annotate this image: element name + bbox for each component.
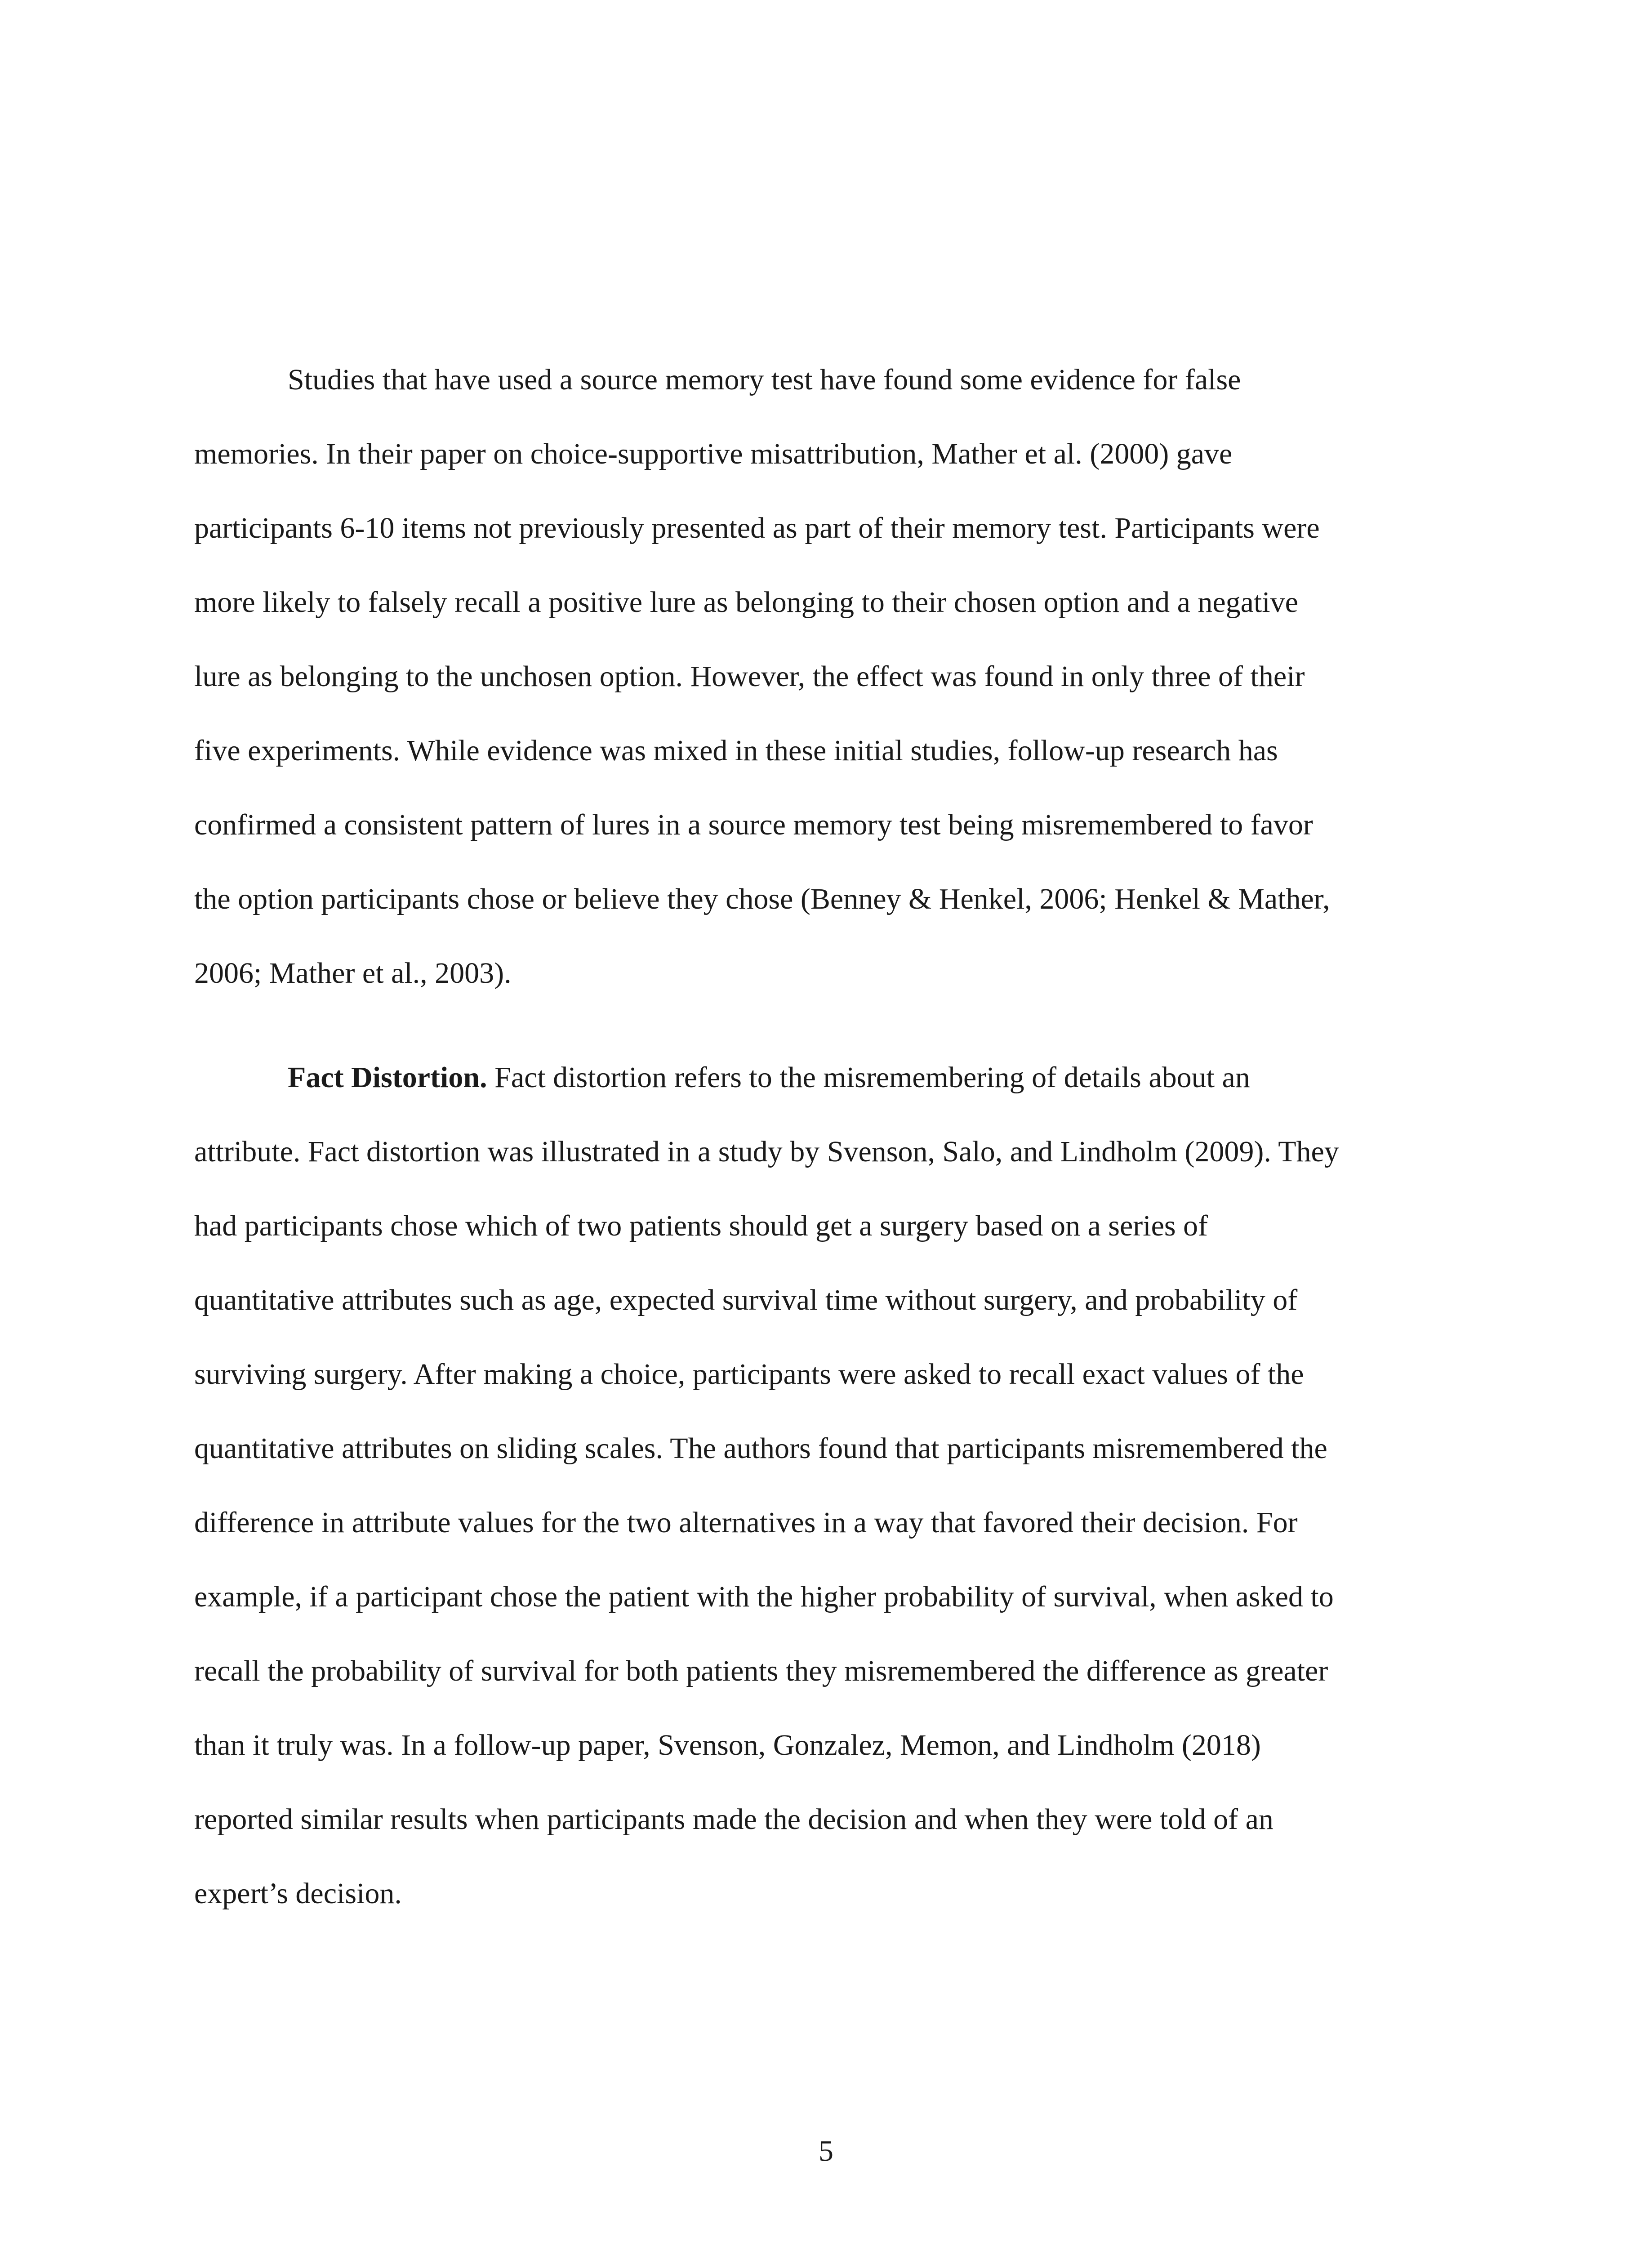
paragraph-line: had participants chose which of two patients should get a surgery based on a series of — [194, 1209, 1208, 1242]
paragraph-line: lure as belonging to the unchosen option. However, the effect was found in only three of their — [194, 660, 1305, 693]
paragraph-line: attribute. Fact distortion was illustrated in a study by Svenson, Salo, and Lindholm (2009). They — [194, 1135, 1339, 1168]
paragraph-line: participants 6-10 items not previously presented as part of their memory test. Participants were — [194, 512, 1320, 544]
paragraph-line: than it truly was. In a follow-up paper, Svenson, Gonzalez, Memon, and Lindholm (2018) — [194, 1729, 1261, 1762]
paragraph-line: quantitative attributes on sliding scales. The authors found that participants misremembered the — [194, 1432, 1327, 1465]
paragraph-line: surviving surgery. After making a choice, participants were asked to recall exact values of the — [194, 1358, 1304, 1391]
paragraph-line: difference in attribute values for the two alternatives in a way that favored their decision. For — [194, 1506, 1298, 1539]
paragraph-line: the option participants chose or believe they chose (Benney & Henkel, 2006; Henkel & Mather, — [194, 883, 1330, 915]
paragraph-line: example, if a participant chose the patient with the higher probability of survival, when asked to — [194, 1580, 1334, 1613]
paragraph-line: quantitative attributes such as age, expected survival time without surgery, and probability of — [194, 1284, 1298, 1316]
paragraph-line: five experiments. While evidence was mixed in these initial studies, follow-up research has — [194, 734, 1278, 767]
paragraph-line: memories. In their paper on choice-supportive misattribution, Mather et al. (2000) gave — [194, 437, 1233, 470]
paragraph-line: 2006; Mather et al., 2003). — [194, 957, 512, 990]
paragraph-first-line — [288, 1060, 1250, 1096]
section-heading-fact-distortion: Fact Distortion. — [288, 1061, 487, 1094]
paragraph-line-text: Fact distortion refers to the misremembering of details about an — [487, 1061, 1250, 1094]
paragraph-line: expert’s decision. — [194, 1877, 402, 1910]
page-number: 5 — [819, 2135, 833, 2168]
paragraph-line: Studies that have used a source memory test have found some evidence for false — [288, 363, 1241, 396]
paragraph-line: confirmed a consistent pattern of lures in a source memory test being misremembered to favor — [194, 808, 1313, 841]
paragraph-line: reported similar results when participants made the decision and when they were told of an — [194, 1803, 1274, 1836]
paragraph-line: more likely to falsely recall a positive lure as belonging to their chosen option and a negative — [194, 586, 1298, 619]
paragraph-line: recall the probability of survival for both patients they misremembered the difference as greater — [194, 1655, 1328, 1687]
